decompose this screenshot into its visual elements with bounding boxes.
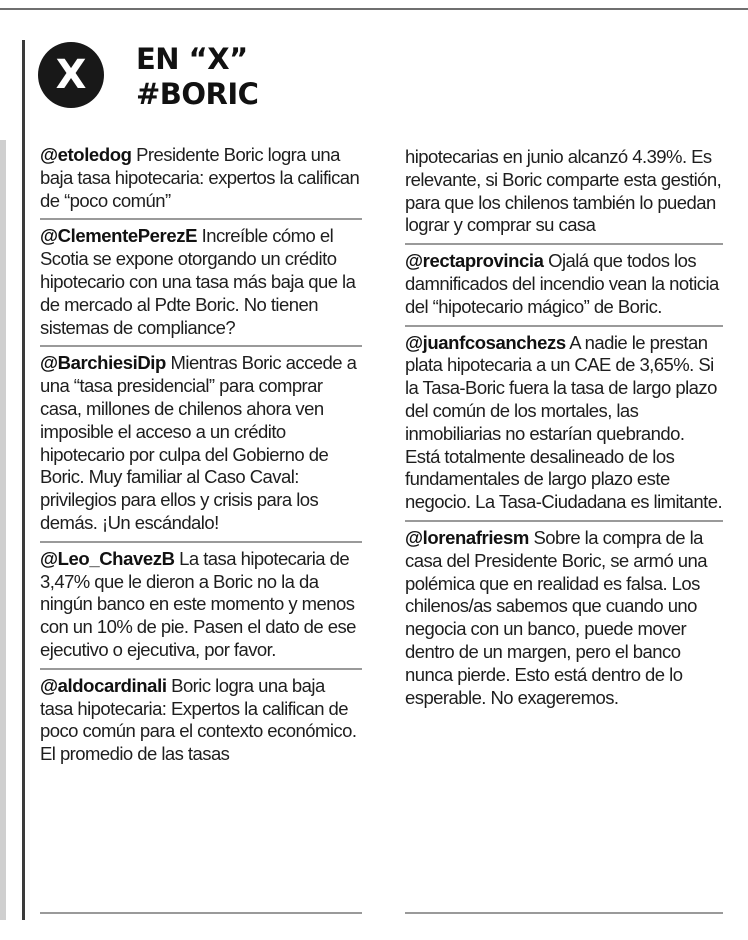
post xyxy=(40,140,362,218)
post-text: Increíble cómo el Scotia se expone otorgando un crédito hipotecario con una tasa más baja que la de mercado al Pdte Boric. No tienen sistemas de compliance? xyxy=(40,225,356,338)
post-handle: @BarchiesiDip xyxy=(40,352,166,374)
post xyxy=(40,345,362,540)
right-column xyxy=(405,142,723,715)
post-handle: @Leo_ChavezB xyxy=(40,547,175,569)
post-text: Sobre la compra de la casa del Presidente Boric, se armó una polémica que en realidad es falsa. Los chilenos/as sabemos que cuando uno negocia con un banco, puede mover dentro de un margen, pero el banco nunca pierde. Esto está dentro de lo esperable. No exageremos. xyxy=(405,526,707,708)
post xyxy=(40,218,362,345)
post-handle: @lorenafriesm xyxy=(405,526,529,548)
post-handle: @etoledog xyxy=(40,144,132,165)
post-handle: @juanfcosanchezs xyxy=(405,331,566,353)
bottom-rule xyxy=(405,912,723,914)
post-text: La tasa hipotecaria de 3,47% que le dieron a Boric no la da ningún banco en este momento y menos con un 10% de pie. Pasen el dato de ese ejecutivo o ejecutiva, por favor. xyxy=(40,547,356,660)
post-handle: @ClementePerezE xyxy=(40,225,198,247)
post xyxy=(405,243,723,324)
column-divider xyxy=(22,40,25,920)
x-logo-icon: X xyxy=(38,42,104,108)
section-title-line-1: EN “X” xyxy=(136,42,248,76)
post xyxy=(405,520,723,715)
post-text: A nadie le prestan plata hipotecaria a un CAE de 3,65%. Si la Tasa-Boric fuera la tasa de largo plazo del común de los mortales, las inmobiliarias no estarían quebrando. Está totalmente desalineado de los fundamentales de largo plazo este negocio. La Tasa-Ciudadana es limitante. xyxy=(405,331,723,513)
post-text: hipotecarias en junio alcanzó 4.39%. Es relevante, si Boric comparte esta gestión, para que los chilenos también lo puedan lograr y comprar su casa xyxy=(405,146,722,236)
post xyxy=(40,668,362,772)
top-rule xyxy=(0,8,748,10)
post-text: Presidente Boric logra una baja tasa hipotecaria: expertos la califican de “poco común” xyxy=(40,144,360,211)
adjacent-column-edge xyxy=(0,140,6,920)
post xyxy=(40,541,362,668)
section-title xyxy=(136,42,258,112)
post-text: Ojalá que todos los damnificados del incendio vean la noticia del “hipotecario mágico” de Boric. xyxy=(405,250,719,317)
bottom-rule xyxy=(40,912,362,914)
post-text: Boric logra una baja tasa hipotecaria: Expertos la califican de poco común para el contexto económico. El promedio de las tasas xyxy=(40,674,357,765)
post-handle: @rectaprovincia xyxy=(405,250,544,272)
post-handle: @aldocardinali xyxy=(40,674,167,696)
post-continuation xyxy=(405,142,723,243)
section-title-line-2: #BORIC xyxy=(136,77,259,111)
post xyxy=(405,325,723,520)
left-column xyxy=(40,140,362,772)
post-text: Mientras Boric accede a una “tasa presidencial” para comprar casa, millones de chilenos ahora ven imposible el acceso a un crédito hipotecario por culpa del Gobierno de Boric. Muy familiar al Caso Caval: privilegios para ellos y crisis para los demás. ¡Un escándalo! xyxy=(40,352,357,533)
